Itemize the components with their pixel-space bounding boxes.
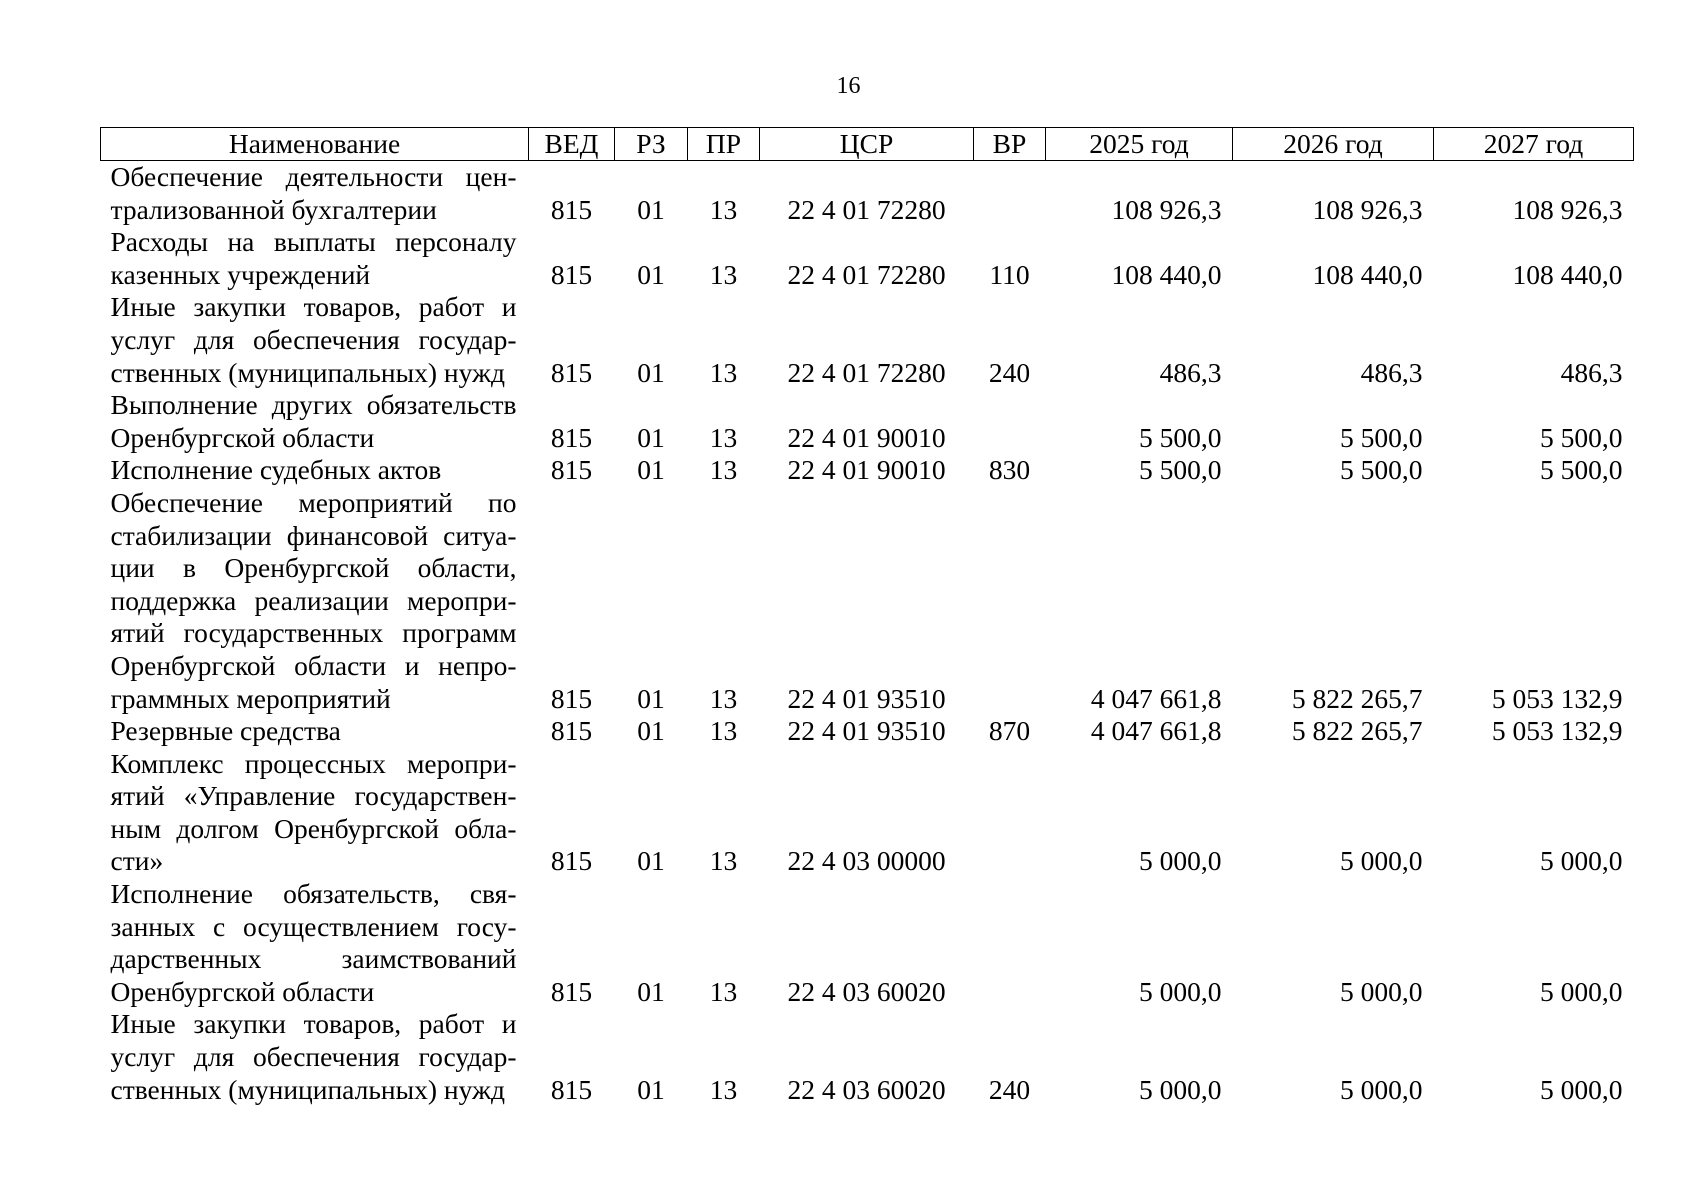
header-rz: РЗ: [615, 128, 688, 161]
cell-rz: 01: [637, 1073, 665, 1105]
cell-rz: 01: [637, 845, 665, 877]
header-vr: ВР: [974, 128, 1046, 161]
cell-csr: 22 4 01 93510: [787, 715, 946, 747]
cell-csr: 22 4 01 72280: [787, 193, 946, 225]
cell-2026: 5 500,0: [1340, 454, 1423, 486]
cell-2026: 108 440,0: [1312, 258, 1423, 290]
cell-2026: 486,3: [1360, 356, 1423, 388]
cell-2027: 5 500,0: [1540, 454, 1623, 486]
cell-2027: 5 000,0: [1540, 845, 1623, 877]
cell-rz: 01: [637, 258, 665, 290]
cell-rz: 01: [637, 975, 665, 1007]
cell-name: Резервные средства: [110, 715, 341, 747]
cell-pr: 13: [709, 258, 738, 290]
cell-vr: [974, 487, 1046, 715]
cell-2025: 4 047 661,8: [1090, 682, 1222, 714]
cell-pr: 13: [709, 845, 738, 877]
cell-csr: 22 4 01 93510: [787, 682, 946, 714]
cell-2027: 5 500,0: [1540, 421, 1623, 453]
cell-vr: [974, 878, 1046, 1008]
table-row: [101, 1008, 1634, 1106]
header-2025: 2025 год: [1046, 128, 1233, 161]
cell-2025: 486,3: [1159, 356, 1222, 388]
cell-2025: 5 500,0: [1139, 454, 1222, 486]
cell-pr: 13: [709, 356, 738, 388]
cell-rz: 01: [637, 421, 665, 453]
cell-name: Расходы на выплаты персоналу казенных учреждений: [110, 226, 517, 290]
cell-name: Иные закупки товаров, работ и услуг для обеспечения государственных (муниципальных) нужд: [110, 1008, 517, 1105]
cell-ved: 815: [550, 975, 593, 1007]
cell-csr: 22 4 03 60020: [787, 975, 946, 1007]
cell-2026: 5 000,0: [1340, 1073, 1423, 1105]
cell-2025: 5 000,0: [1139, 845, 1222, 877]
cell-vr: 240: [988, 1073, 1031, 1105]
header-ved: ВЕД: [529, 128, 615, 161]
cell-csr: 22 4 01 72280: [787, 356, 946, 388]
table-row: [101, 389, 1634, 454]
cell-2025: 108 440,0: [1111, 258, 1222, 290]
cell-ved: 815: [550, 193, 593, 225]
cell-rz: 01: [637, 356, 665, 388]
cell-ved: 815: [550, 1073, 593, 1105]
table-row: [101, 878, 1634, 1008]
cell-2027: 108 440,0: [1512, 258, 1623, 290]
cell-2027: 5 000,0: [1540, 975, 1623, 1007]
cell-name: Иные закупки товаров, работ и услуг для обеспечения государственных (муниципальных) нужд: [110, 291, 517, 388]
header-2026: 2026 год: [1233, 128, 1434, 161]
cell-pr: 13: [709, 682, 738, 714]
cell-2025: 5 500,0: [1139, 421, 1222, 453]
table-row: [101, 715, 1634, 748]
cell-2026: 5 822 265,7: [1291, 715, 1423, 747]
cell-2026: 5 000,0: [1340, 975, 1423, 1007]
table-row: [101, 291, 1634, 389]
cell-ved: 815: [550, 258, 593, 290]
table-row: [101, 226, 1634, 291]
table-row: [101, 487, 1634, 715]
cell-vr: [974, 748, 1046, 878]
cell-2026: 5 000,0: [1340, 845, 1423, 877]
cell-pr: 13: [709, 1073, 738, 1105]
cell-vr: 830: [988, 454, 1031, 486]
cell-rz: 01: [637, 454, 665, 486]
cell-2026: 108 926,3: [1312, 193, 1423, 225]
cell-vr: [974, 389, 1046, 454]
cell-pr: 13: [709, 421, 738, 453]
cell-csr: 22 4 03 00000: [787, 845, 946, 877]
cell-ved: 815: [550, 715, 593, 747]
cell-2026: 5 822 265,7: [1291, 682, 1423, 714]
cell-name: Обеспечение деятельности централизованной бухгалтерии: [110, 161, 517, 225]
cell-2027: 5 053 132,9: [1491, 682, 1623, 714]
cell-vr: [974, 161, 1046, 227]
cell-2027: 5 053 132,9: [1491, 715, 1623, 747]
cell-ved: 815: [550, 356, 593, 388]
cell-name: Обеспечение мероприятий по стабилизации финансовой ситуации в Оренбургской области, поддержка реализации мероприятий государственных программ Оренбургской области и непрограммных мероприятий: [110, 486, 517, 714]
cell-vr: 870: [988, 715, 1031, 747]
cell-csr: 22 4 01 90010: [787, 421, 946, 453]
cell-csr: 22 4 01 72280: [787, 258, 946, 290]
cell-vr: 240: [988, 356, 1031, 388]
cell-2025: 108 926,3: [1111, 193, 1222, 225]
header-name: Наименование: [101, 128, 529, 161]
table-row: [101, 748, 1634, 878]
header-pr: ПР: [688, 128, 760, 161]
cell-2026: 5 500,0: [1340, 421, 1423, 453]
cell-rz: 01: [637, 682, 665, 714]
cell-rz: 01: [637, 715, 665, 747]
cell-vr: 110: [989, 258, 1030, 290]
cell-ved: 815: [550, 845, 593, 877]
cell-pr: 13: [709, 975, 738, 1007]
cell-ved: 815: [550, 454, 593, 486]
cell-pr: 13: [709, 715, 738, 747]
cell-2027: 108 926,3: [1512, 193, 1623, 225]
cell-pr: 13: [709, 454, 738, 486]
cell-rz: 01: [637, 193, 665, 225]
cell-2025: 5 000,0: [1139, 1073, 1222, 1105]
cell-2025: 5 000,0: [1139, 975, 1222, 1007]
budget-table: [100, 127, 1634, 1106]
table-header-row: [101, 128, 1634, 161]
cell-ved: 815: [550, 682, 593, 714]
cell-name: Комплекс процессных мероприятий «Управление государственным долгом Оренбургской области»: [110, 747, 517, 877]
header-csr: ЦСР: [760, 128, 974, 161]
cell-csr: 22 4 03 60020: [787, 1073, 946, 1105]
table-body: [101, 161, 1634, 1107]
cell-2025: 4 047 661,8: [1090, 715, 1222, 747]
cell-name: Исполнение обязательств, связанных с осуществлением государственных заимствований Оренбургской области: [110, 878, 517, 1007]
cell-csr: 22 4 01 90010: [787, 454, 946, 486]
cell-2027: 486,3: [1560, 356, 1623, 388]
table-row: [101, 454, 1634, 487]
page-number: 16: [836, 73, 861, 99]
table-row: [101, 161, 1634, 227]
header-2027: 2027 год: [1434, 128, 1634, 161]
cell-pr: 13: [709, 193, 738, 225]
cell-name: Исполнение судебных актов: [110, 454, 442, 486]
cell-2027: 5 000,0: [1540, 1073, 1623, 1105]
cell-name: Выполнение других обязательств Оренбургской области: [110, 389, 517, 453]
cell-ved: 815: [550, 421, 593, 453]
